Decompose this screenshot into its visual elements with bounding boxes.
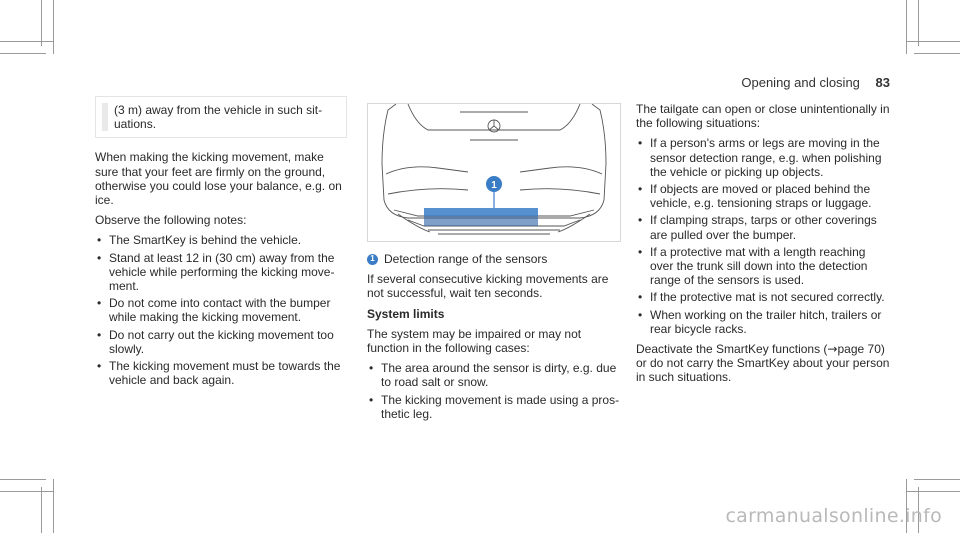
list-item: • The kicking movement is made using a prosthetic leg. [367, 393, 621, 421]
caption-number-icon: 1 [367, 254, 378, 265]
page-number: 83 [875, 75, 890, 90]
bullet-list [367, 361, 621, 421]
crop-mark [914, 53, 960, 54]
crop-mark [906, 41, 960, 42]
text-run: Deactivate the SmartKey functions ( [636, 342, 828, 357]
paragraph: Observe the following notes: [95, 213, 247, 228]
list-item: • The kicking movement must be towards the vehicle and back again. [95, 359, 347, 387]
text-run: ) or do not carry the SmartKey about your person in such situations. [636, 342, 890, 385]
column-middle [367, 103, 621, 427]
callout-number: 1 [491, 180, 497, 191]
page-reference-link[interactable]: page 70 [837, 342, 881, 357]
paragraph: The system may be impaired or may not function in the following cases: [367, 326, 582, 356]
bullet-list [636, 136, 892, 336]
caption-text: Detection range of the sensors [384, 252, 548, 266]
list-item: • Do not come into contact with the bumper while making the kicking movement. [95, 296, 347, 324]
running-header [741, 75, 890, 90]
list-item: • If objects are moved or placed behind the vehicle, e.g. tensioning straps or luggage. [636, 182, 892, 210]
crop-mark [906, 491, 960, 492]
figure-caption [367, 252, 621, 266]
paragraph: If several consecutive kicking movements are not successful, wait ten seconds. [367, 272, 609, 301]
list-item: • The SmartKey is behind the vehicle. [95, 233, 347, 247]
car-rear-drawing [368, 104, 620, 241]
crop-mark [0, 479, 46, 480]
list-item: • If clamping straps, tarps or other coverings are pulled over the bumper. [636, 213, 892, 241]
paragraph [636, 342, 892, 385]
list-item: • If a person's arms or legs are moving in the sensor detection range, e.g. when polishing the vehicle or picking up objects. [636, 136, 892, 179]
crop-mark [41, 0, 42, 46]
bullet-list [95, 233, 347, 387]
crop-mark [918, 0, 919, 46]
crop-mark [0, 53, 46, 54]
crop-mark [0, 491, 54, 492]
note-text: (3 m) away from the vehicle in such situations. [114, 103, 323, 132]
list-item: • The area around the sensor is dirty, e.g. due to road salt or snow. [367, 361, 621, 389]
column-left [95, 96, 347, 393]
section-title: Opening and closing [741, 75, 860, 90]
warning-note [95, 96, 347, 138]
bumper-illustration [367, 103, 621, 242]
list-item: • Do not carry out the kicking movement too slowly. [95, 328, 347, 356]
crop-mark [53, 0, 54, 54]
crop-mark [906, 0, 907, 54]
crop-mark [0, 41, 54, 42]
crop-mark [53, 479, 54, 533]
list-item: • When working on the trailer hitch, trailers or rear bicycle racks. [636, 308, 892, 336]
watermark: carmanualsonline.info [725, 505, 942, 527]
list-item: • If a protective mat with a length reaching over the trunk sill down into the detection range of the sensors is used. [636, 245, 892, 288]
column-right [636, 102, 892, 391]
list-item: • If the protective mat is not secured correctly. [636, 290, 892, 304]
section-heading: System limits [367, 306, 445, 321]
arrow-icon: → [827, 342, 838, 357]
list-item: • Stand at least 12 in (30 cm) away from the vehicle while performing the kicking movement. [95, 251, 347, 294]
paragraph: When making the kicking movement, make sure that your feet are firmly on the ground, otherwise you could lose your balance, e.g. on ice. [95, 150, 342, 208]
crop-mark [914, 479, 960, 480]
detection-area [424, 208, 538, 216]
crop-mark [41, 487, 42, 533]
paragraph: The tailgate can open or close unintentionally in the following situations: [636, 102, 890, 131]
